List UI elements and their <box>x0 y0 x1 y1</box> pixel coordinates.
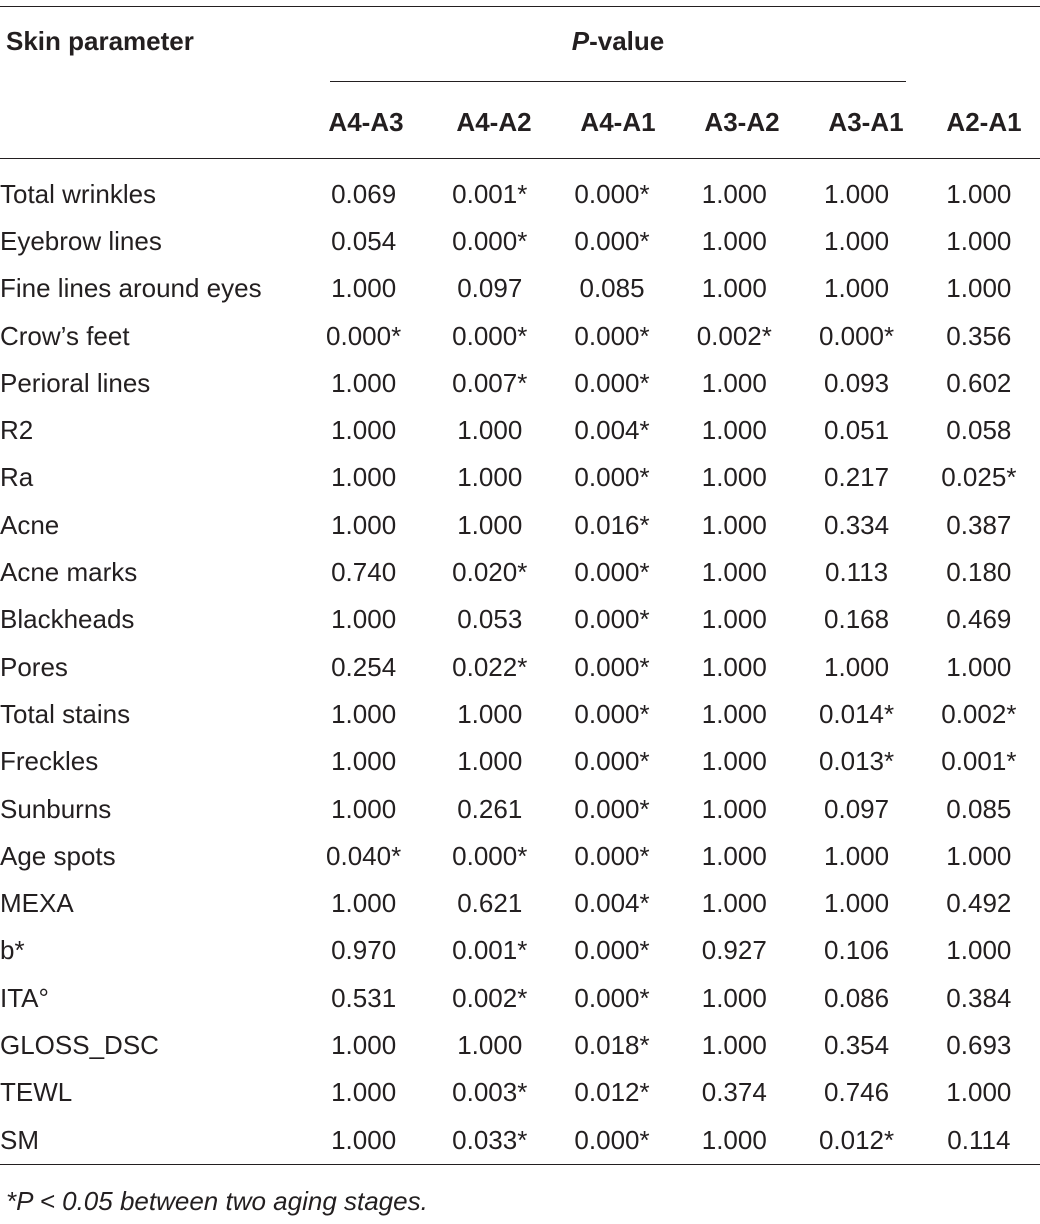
table-row <box>0 454 1040 501</box>
row-value: 0.000* <box>574 651 650 682</box>
row-value: 0.012* <box>574 1077 650 1108</box>
row-value: 1.000 <box>946 225 1012 256</box>
row-value: 0.054 <box>331 225 397 256</box>
row-value: 0.000* <box>452 320 528 351</box>
row-value: 0.927 <box>701 935 767 966</box>
row-value: 1.000 <box>457 509 523 540</box>
row-value: 1.000 <box>701 651 767 682</box>
table-row <box>0 406 1040 453</box>
row-value: 0.168 <box>824 604 890 635</box>
col-header-a2-a1: A2-A1 <box>946 107 1022 137</box>
table-row <box>0 1116 1040 1163</box>
row-value: 0.002* <box>696 320 772 351</box>
row-value: 0.002* <box>452 982 528 1013</box>
row-value: 0.086 <box>824 982 890 1013</box>
row-value: 1.000 <box>331 746 397 777</box>
row-parameter: Sunburns <box>0 793 112 824</box>
row-value: 0.012* <box>818 1124 895 1155</box>
row-value: 0.602 <box>946 367 1012 398</box>
row-value: 1.000 <box>824 888 890 919</box>
row-value: 0.113 <box>824 557 889 588</box>
row-value: 0.001* <box>941 746 1017 777</box>
row-value: 0.085 <box>946 793 1012 824</box>
row-value: 0.492 <box>946 888 1012 919</box>
row-value: 1.000 <box>701 178 767 209</box>
col-header-a4-a2: A4-A2 <box>456 107 532 137</box>
table-row <box>0 879 1040 926</box>
row-value: 1.000 <box>331 367 397 398</box>
row-value: 0.093 <box>824 367 890 398</box>
row-value: 0.020* <box>452 557 528 588</box>
col-header-a4-a1: A4-A1 <box>580 107 656 137</box>
row-value: 1.000 <box>946 1077 1012 1108</box>
row-value: 1.000 <box>701 557 767 588</box>
row-value: 0.007* <box>452 367 528 398</box>
row-value: 0.000* <box>574 982 650 1013</box>
header-p-italic: P <box>571 26 590 56</box>
row-value: 1.000 <box>946 651 1012 682</box>
row-value: 0.000* <box>574 746 650 777</box>
row-value: 1.000 <box>701 793 767 824</box>
row-value: 1.000 <box>701 415 767 446</box>
header-bottom-rule <box>0 158 1040 159</box>
row-value: 0.374 <box>701 1077 767 1108</box>
row-value: 1.000 <box>331 1124 397 1155</box>
row-value: 0.002* <box>941 698 1017 729</box>
row-value: 1.000 <box>701 367 767 398</box>
row-value: 1.000 <box>701 273 767 304</box>
header-skin-parameter: Skin parameter <box>6 26 194 56</box>
row-value: 1.000 <box>331 698 397 729</box>
row-value: 0.097 <box>457 273 523 304</box>
row-value: 1.000 <box>331 888 397 919</box>
row-parameter: Blackheads <box>0 604 135 635</box>
row-value: 0.469 <box>946 604 1012 635</box>
table-row <box>0 974 1040 1021</box>
table-bottom-rule <box>0 1164 1040 1165</box>
row-value: 1.000 <box>457 1029 523 1060</box>
row-value: 0.000* <box>326 320 402 351</box>
row-value: 0.740 <box>331 557 397 588</box>
row-value: 0.097 <box>824 793 890 824</box>
row-value: 1.000 <box>331 604 397 635</box>
row-value: 0.254 <box>331 651 397 682</box>
row-value: 1.000 <box>701 1124 767 1155</box>
row-value: 0.069 <box>331 178 397 209</box>
header-p-rest: -value <box>589 26 665 56</box>
row-parameter: Freckles <box>0 746 99 777</box>
row-value: 0.018* <box>574 1029 650 1060</box>
row-value: 1.000 <box>701 1029 767 1060</box>
row-parameter: Total stains <box>0 698 131 729</box>
row-value: 0.051 <box>824 415 890 446</box>
row-value: 0.334 <box>824 509 890 540</box>
row-value: 0.058 <box>946 415 1012 446</box>
table-row <box>0 832 1040 879</box>
row-parameter: Acne marks <box>0 557 138 588</box>
row-value: 0.000* <box>574 462 650 493</box>
row-value: 0.000* <box>574 793 650 824</box>
row-value: 1.000 <box>701 604 767 635</box>
row-value: 1.000 <box>331 1029 397 1060</box>
row-value: 0.004* <box>574 888 650 919</box>
row-parameter: Total wrinkles <box>0 178 157 209</box>
table-row <box>0 170 1040 217</box>
row-parameter: Age spots <box>0 840 116 871</box>
row-value: 1.000 <box>457 746 523 777</box>
row-value: 0.356 <box>946 320 1012 351</box>
row-value: 1.000 <box>946 273 1012 304</box>
table-body <box>0 170 1040 1163</box>
row-value: 1.000 <box>824 178 890 209</box>
row-value: 0.000* <box>452 840 528 871</box>
row-value: 1.000 <box>331 509 397 540</box>
row-value: 0.013* <box>818 746 895 777</box>
row-value: 0.106 <box>824 935 890 966</box>
table-row <box>0 596 1040 643</box>
row-value: 1.000 <box>331 793 397 824</box>
row-value: 1.000 <box>701 698 767 729</box>
row-parameter: Perioral lines <box>0 367 151 398</box>
row-parameter: Pores <box>0 651 68 682</box>
row-parameter: ITA° <box>0 982 49 1013</box>
row-value: 1.000 <box>946 935 1012 966</box>
row-parameter: Crow’s feet <box>0 320 130 351</box>
row-value: 0.033* <box>452 1124 528 1155</box>
row-value: 1.000 <box>824 651 890 682</box>
row-value: 1.000 <box>701 888 767 919</box>
row-value: 0.746 <box>824 1077 890 1108</box>
row-value: 0.000* <box>574 557 650 588</box>
row-value: 1.000 <box>701 225 767 256</box>
row-parameter: SM <box>0 1124 39 1155</box>
row-value: 0.003* <box>452 1077 528 1108</box>
row-value: 1.000 <box>701 982 767 1013</box>
table-row <box>0 1021 1040 1068</box>
row-value: 0.000* <box>574 178 650 209</box>
table-row <box>0 265 1040 312</box>
row-parameter: MEXA <box>0 888 74 919</box>
row-value: 0.387 <box>946 509 1012 540</box>
row-value: 0.970 <box>331 935 397 966</box>
row-value: 1.000 <box>331 462 397 493</box>
p-value-table <box>0 170 1040 1163</box>
row-parameter: b* <box>0 935 25 966</box>
table-row <box>0 1069 1040 1116</box>
table-footnote: *P < 0.05 between two aging stages. <box>6 1186 428 1216</box>
table-row <box>0 359 1040 406</box>
row-value: 1.000 <box>824 840 890 871</box>
row-value: 0.022* <box>452 651 528 682</box>
table-top-rule <box>0 6 1040 7</box>
row-parameter: Fine lines around eyes <box>0 273 262 304</box>
col-header-a4-a3: A4-A3 <box>328 107 404 137</box>
row-value: 0.000* <box>574 698 650 729</box>
row-value: 0.217 <box>824 462 890 493</box>
table-row <box>0 785 1040 832</box>
row-value: 0.000* <box>574 225 650 256</box>
row-parameter: Acne <box>0 509 60 540</box>
row-value: 1.000 <box>701 462 767 493</box>
table-row <box>0 501 1040 548</box>
table-row <box>0 927 1040 974</box>
row-value: 1.000 <box>331 1077 397 1108</box>
row-value: 0.000* <box>574 604 650 635</box>
row-value: 0.621 <box>457 888 523 919</box>
row-value: 1.000 <box>701 840 767 871</box>
row-value: 1.000 <box>824 225 890 256</box>
table-row <box>0 643 1040 690</box>
header-p-value <box>330 26 906 56</box>
row-value: 0.000* <box>574 1124 650 1155</box>
table-row <box>0 217 1040 264</box>
row-value: 0.085 <box>579 273 645 304</box>
row-value: 0.261 <box>457 793 523 824</box>
row-parameter: GLOSS_DSC <box>0 1029 159 1060</box>
row-value: 1.000 <box>331 273 397 304</box>
row-value: 1.000 <box>457 462 523 493</box>
row-value: 0.001* <box>452 935 528 966</box>
row-value: 0.014* <box>818 698 895 729</box>
header-span-rule <box>330 81 906 82</box>
row-value: 0.025* <box>941 462 1017 493</box>
row-value: 0.180 <box>946 557 1012 588</box>
row-value: 0.000* <box>574 840 650 871</box>
row-value: 0.040* <box>326 840 402 871</box>
row-value: 0.000* <box>574 320 650 351</box>
table-row <box>0 690 1040 737</box>
col-header-a3-a1: A3-A1 <box>828 107 904 137</box>
row-value: 1.000 <box>946 840 1012 871</box>
table-row <box>0 738 1040 785</box>
row-value: 1.000 <box>457 415 523 446</box>
row-parameter: Ra <box>0 462 34 493</box>
row-value: 0.001* <box>452 178 528 209</box>
col-header-a3-a2: A3-A2 <box>704 107 780 137</box>
row-value: 0.693 <box>946 1029 1012 1060</box>
row-value: 0.114 <box>947 1124 1011 1155</box>
row-value: 1.000 <box>701 509 767 540</box>
row-value: 1.000 <box>331 415 397 446</box>
row-value: 0.000* <box>452 225 528 256</box>
row-value: 1.000 <box>946 178 1012 209</box>
row-value: 0.000* <box>818 320 895 351</box>
row-value: 0.004* <box>574 415 650 446</box>
row-parameter: R2 <box>0 415 34 446</box>
row-value: 0.531 <box>331 982 397 1013</box>
table-row <box>0 548 1040 595</box>
row-value: 0.016* <box>574 509 650 540</box>
row-value: 0.000* <box>574 367 650 398</box>
row-parameter: TEWL <box>0 1077 73 1108</box>
row-value: 0.053 <box>457 604 523 635</box>
row-value: 0.354 <box>824 1029 890 1060</box>
table-row <box>0 312 1040 359</box>
row-value: 1.000 <box>457 698 523 729</box>
row-parameter: Eyebrow lines <box>0 225 162 256</box>
row-value: 1.000 <box>701 746 767 777</box>
row-value: 0.000* <box>574 935 650 966</box>
row-value: 1.000 <box>824 273 890 304</box>
row-value: 0.384 <box>946 982 1012 1013</box>
